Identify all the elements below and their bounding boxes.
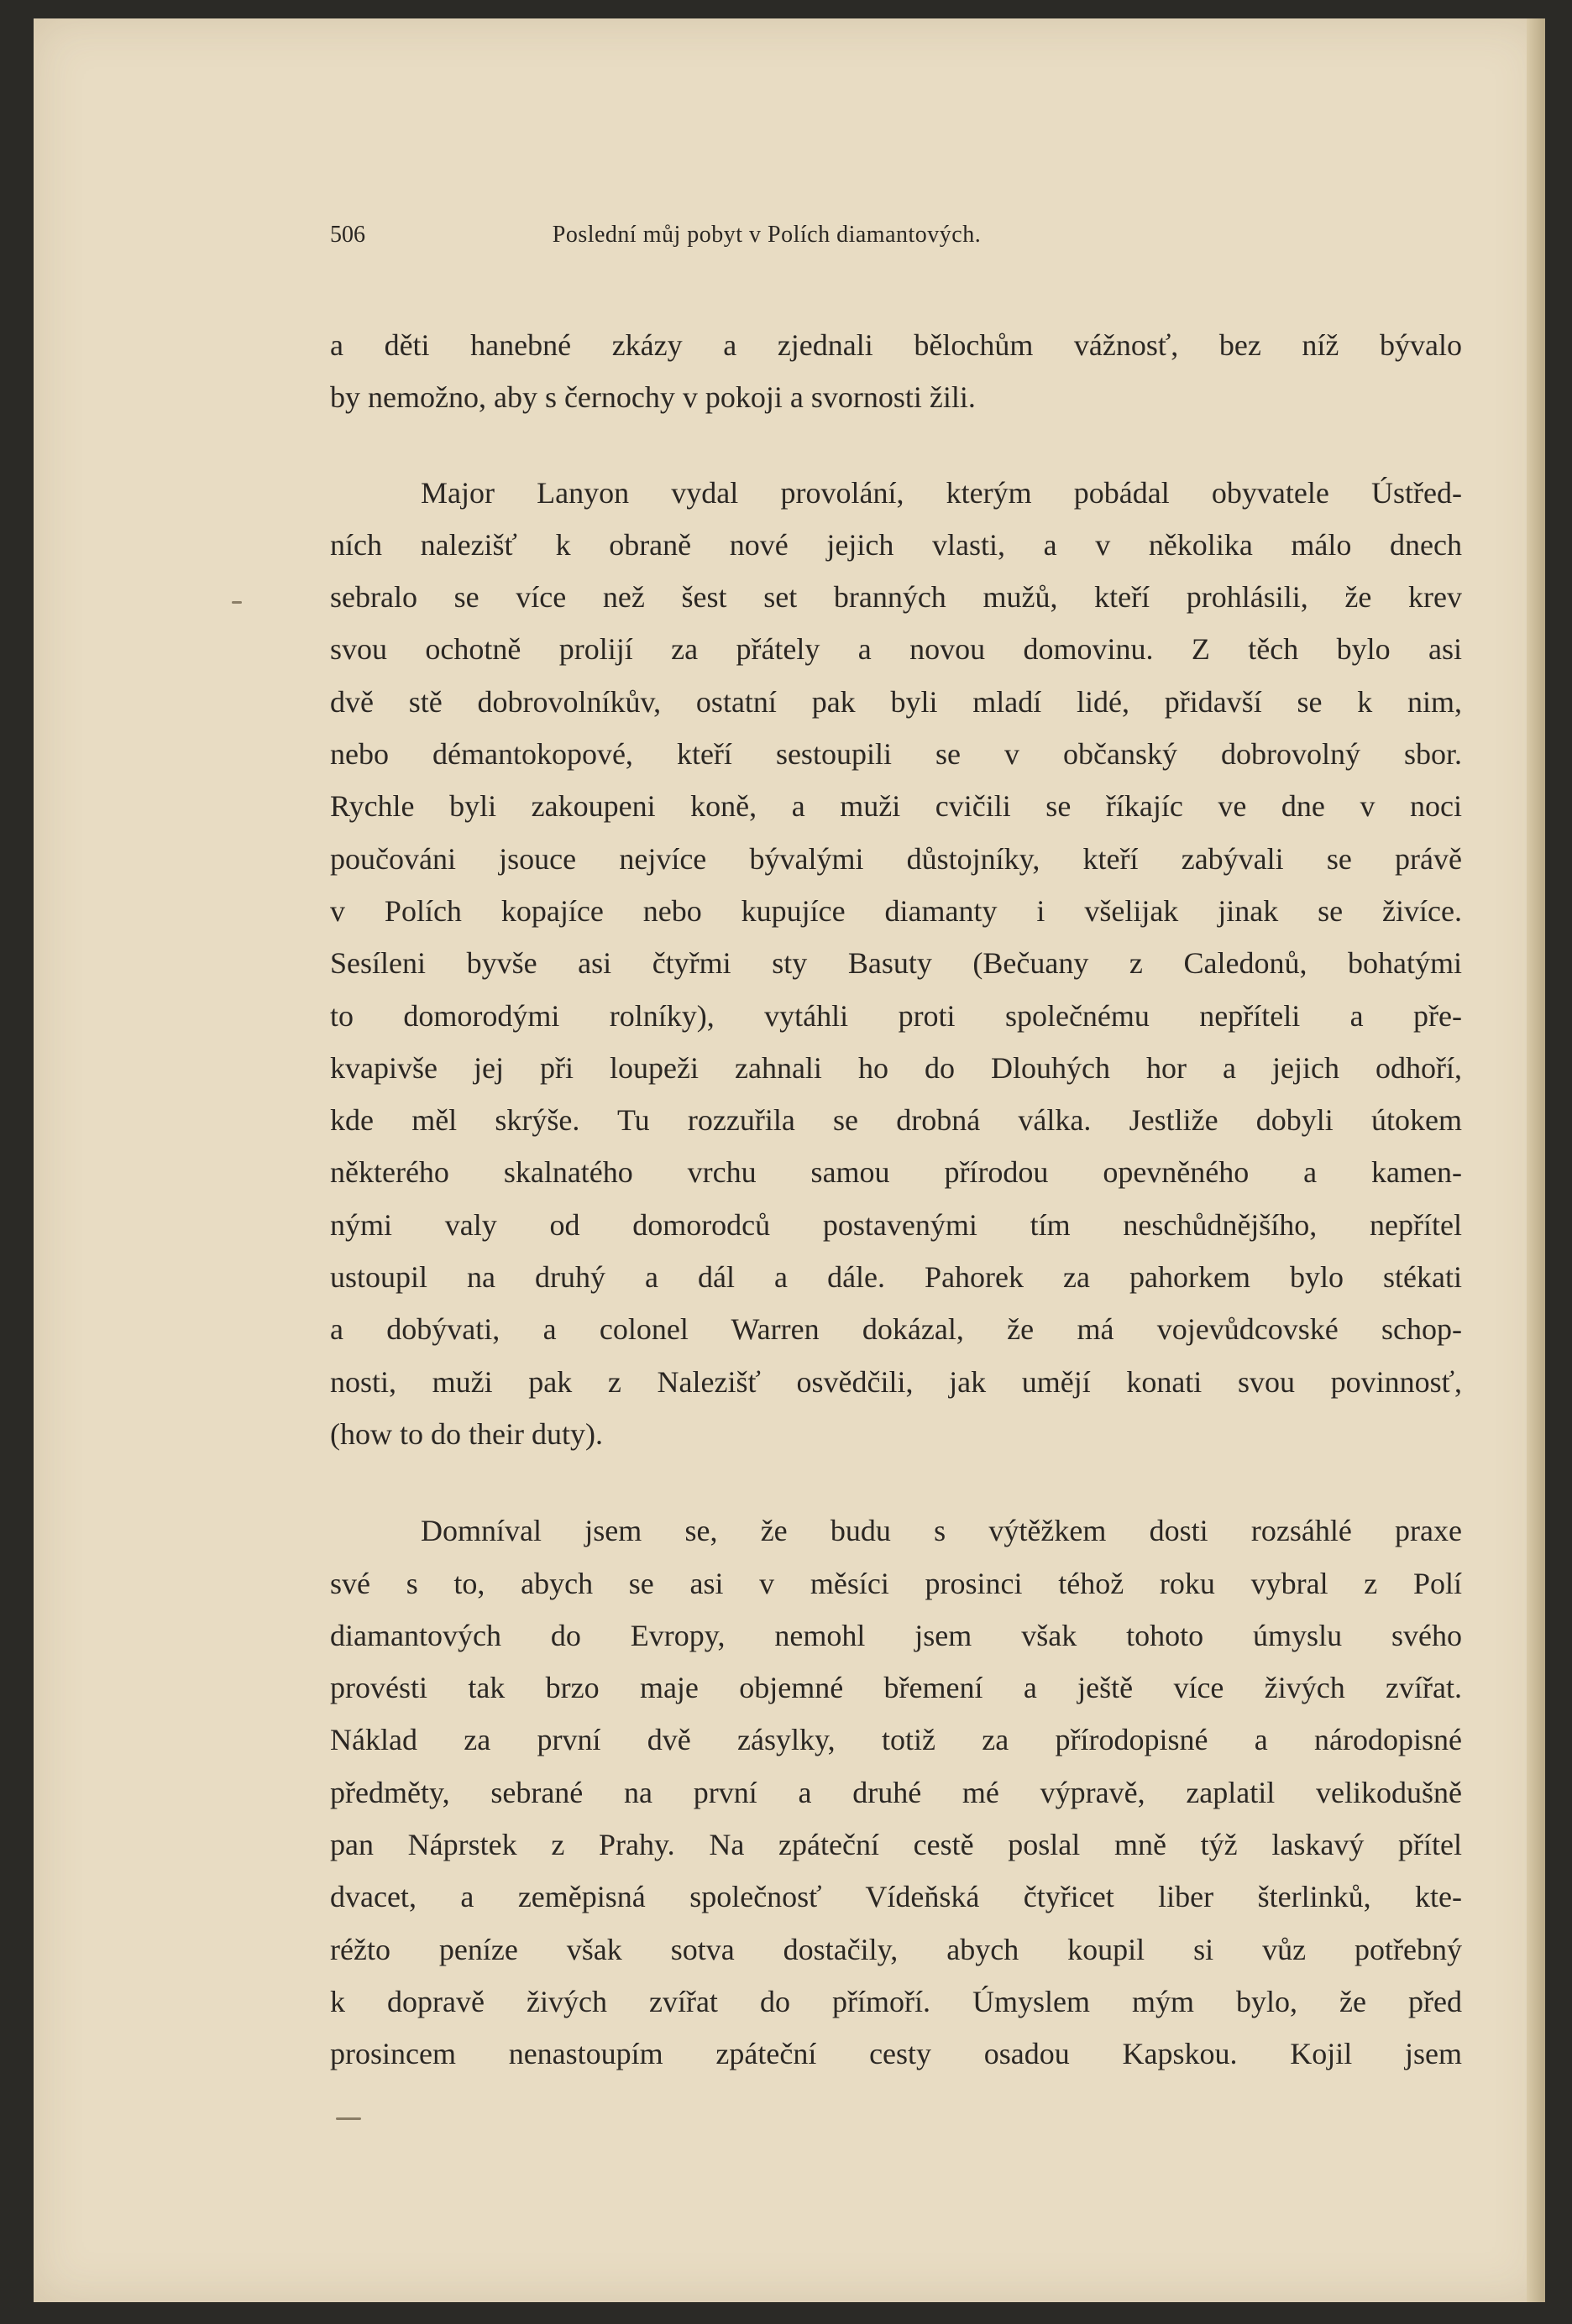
text-line: (how to do their duty).	[330, 1416, 603, 1451]
ink-speck	[232, 601, 242, 604]
text-line: nebo démantokopové, kteří sestoupili se v občanský dobrovolný sbor.	[330, 737, 1462, 772]
book-page	[34, 18, 1545, 2302]
text-line: nými valy od domorodců postavenými tím neschůdnějšího, nepřítel	[330, 1207, 1462, 1242]
text-line: provésti tak brzo maje objemné břemení a ještě více živých zvířat.	[330, 1671, 1462, 1705]
text-line: ustoupil na druhý a dál a dále. Pahorek za pahorkem bylo stékati	[330, 1260, 1462, 1295]
running-title: Poslední můj pobyt v Polích diamantových.	[552, 222, 982, 248]
page-header	[330, 222, 1203, 255]
text-line: Náklad za první dvě zásylky, totiž za přírodopisné a národopisné	[330, 1723, 1462, 1757]
text-line: Major Lanyon vydal provolání, kterým pobádal obyvatele Ústřed-	[421, 475, 1462, 510]
text-line: prosincem nenastoupím zpáteční cesty osadou Kapskou. Kojil jsem	[330, 2037, 1462, 2071]
text-line: předměty, sebrané na první a druhé mé výpravě, zaplatil velikodušně	[330, 1775, 1462, 1809]
text-line: to domorodými rolníky), vytáhli proti společnému nepříteli a pře-	[330, 998, 1462, 1033]
page-number: 506	[330, 222, 365, 248]
text-line: Sesíleni byvše asi čtyřmi sty Basuty (Bečuany z Caledonů, bohatými	[330, 946, 1462, 981]
text-line: a dobývati, a colonel Warren dokázal, že má vojevůdcovské schop-	[330, 1312, 1462, 1347]
text-line: Domníval jsem se, že budu s výtěžkem dosti rozsáhlé praxe	[421, 1514, 1462, 1548]
text-line: kvapivše jej při loupeži zahnali ho do Dlouhých hor a jejich odhoří,	[330, 1050, 1462, 1085]
text-line: v Polích kopajíce nebo kupujíce diamanty i všelijak jinak se živíce.	[330, 893, 1462, 928]
text-line: dvacet, a zeměpisná společnosť Vídeňská čtyřicet liber šterlinků, kte-	[330, 1880, 1462, 1914]
text-line: diamantových do Evropy, nemohl jsem však tohoto úmyslu svého	[330, 1618, 1462, 1652]
body-text	[330, 319, 1462, 2081]
text-line: poučováni jsouce nejvíce bývalými důstojníky, kteří zabývali se právě	[330, 841, 1462, 876]
text-line: nosti, muži pak z Nalezišť osvědčili, jak umějí konati svou povinnosť,	[330, 1364, 1462, 1399]
text-line: réžto peníze však sotva dostačily, abych koupil si vůz potřebný	[330, 1932, 1462, 1966]
text-line: kde měl skrýše. Tu rozzuřila se drobná válka. Jestliže dobyli útokem	[330, 1103, 1462, 1138]
text-line: a děti hanebné zkázy a zjednali bělochům vážnosť, bez níž bývalo	[330, 328, 1462, 362]
text-line: k dopravě živých zvířat do přímoří. Úmyslem mým bylo, že před	[330, 1984, 1462, 2018]
text-line: některého skalnatého vrchu samou přírodou opevněného a kamen-	[330, 1155, 1462, 1190]
text-line: pan Náprstek z Prahy. Na zpáteční cestě poslal mně týž laskavý přítel	[330, 1828, 1462, 1862]
paragraph-gap	[330, 424, 1462, 467]
text-line: dvě stě dobrovolníkův, ostatní pak byli mladí lidé, přidavší se k nim,	[330, 684, 1462, 719]
text-line: svou ochotně prolijí za přátely a novou domovinu. Z těch bylo asi	[330, 632, 1462, 667]
text-line: Rychle byli zakoupeni koně, a muži cvičili se říkajíc ve dne v noci	[330, 789, 1462, 824]
ink-speck	[336, 2117, 361, 2120]
text-line: ních nalezišť k obraně nové jejich vlasti, a v několika málo dnech	[330, 527, 1462, 562]
paragraph-gap	[330, 1460, 1462, 1505]
text-line: by nemožno, aby s černochy v pokoji a svornosti žili.	[330, 380, 976, 415]
text-line: své s to, abych se asi v měsíci prosinci téhož roku vybral z Polí	[330, 1566, 1462, 1600]
text-line: sebralo se více než šest set branných mužů, kteří prohlásili, že krev	[330, 580, 1462, 615]
page-edge	[1527, 18, 1545, 2302]
